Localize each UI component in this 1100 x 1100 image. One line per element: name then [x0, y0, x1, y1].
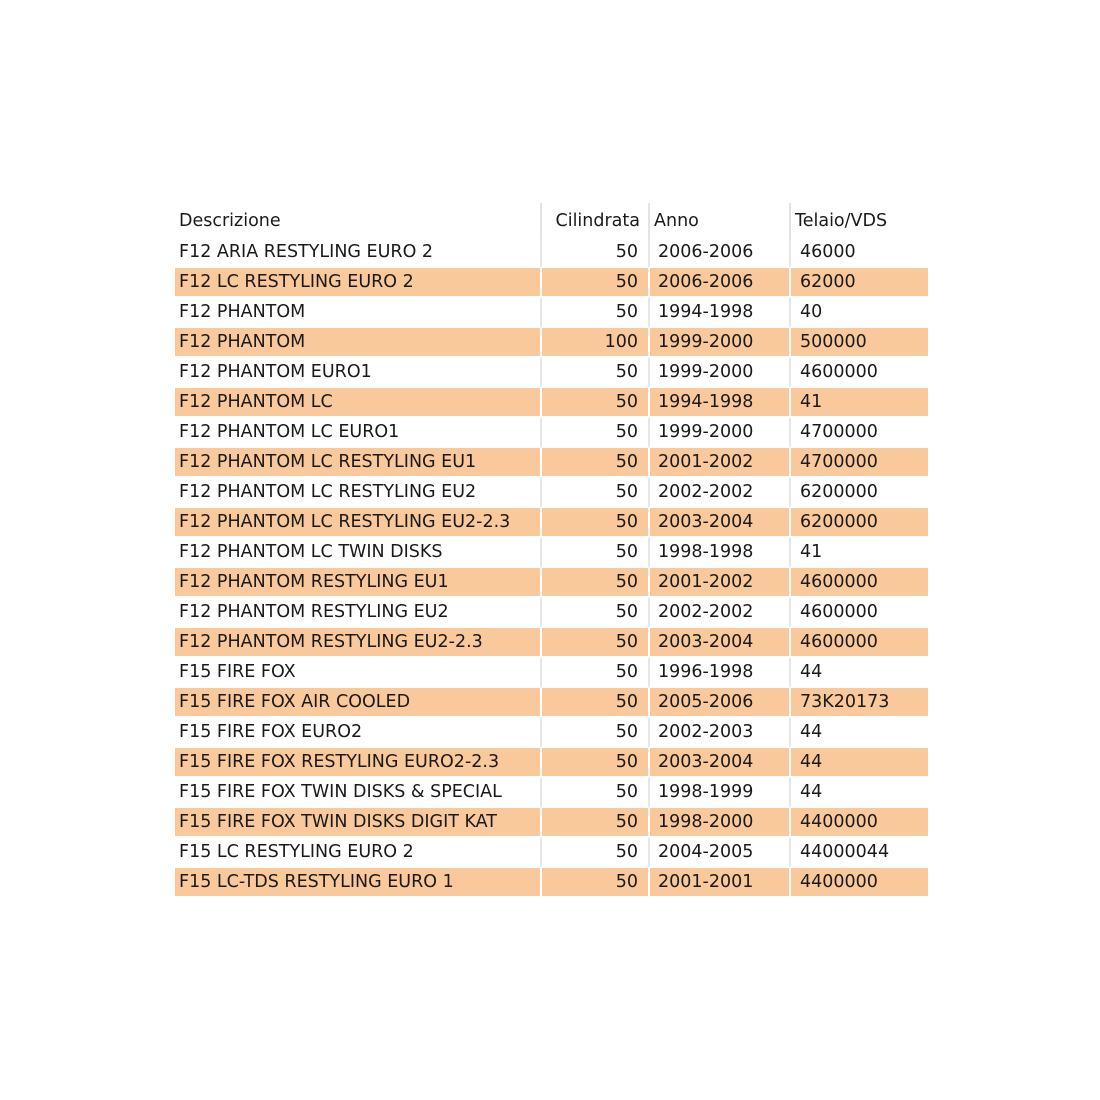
cell-telaio-vds: 4600000: [789, 358, 928, 388]
cell-telaio-vds: 44000044: [789, 838, 928, 868]
table-row: [175, 358, 928, 388]
table-row: [175, 508, 928, 538]
table-row: [175, 838, 928, 868]
cell-descrizione: F12 PHANTOM RESTYLING EU2: [175, 598, 540, 628]
cell-descrizione: F12 PHANTOM LC EURO1: [175, 418, 540, 448]
cell-telaio-vds: 4600000: [789, 628, 928, 658]
cell-telaio-vds: 4400000: [789, 868, 928, 898]
cell-cilindrata: 50: [540, 508, 648, 538]
cell-anno: 1994-1998: [648, 388, 789, 418]
cell-descrizione: F12 PHANTOM: [175, 328, 540, 358]
cell-cilindrata: 50: [540, 838, 648, 868]
cell-anno: 1994-1998: [648, 298, 789, 328]
cell-descrizione: F12 PHANTOM LC: [175, 388, 540, 418]
cell-anno: 1996-1998: [648, 658, 789, 688]
table-row: [175, 388, 928, 418]
cell-anno: 2001-2001: [648, 868, 789, 898]
table-row: [175, 568, 928, 598]
cell-anno: 1999-2000: [648, 418, 789, 448]
cell-telaio-vds: 41: [789, 538, 928, 568]
cell-anno: 2006-2006: [648, 238, 789, 268]
cell-descrizione: F12 PHANTOM LC RESTYLING EU1: [175, 448, 540, 478]
cell-cilindrata: 50: [540, 628, 648, 658]
cell-anno: 2003-2004: [648, 628, 789, 658]
cell-cilindrata: 50: [540, 658, 648, 688]
table-body: [175, 238, 928, 898]
cell-descrizione: F15 FIRE FOX TWIN DISKS & SPECIAL: [175, 778, 540, 808]
cell-telaio-vds: 4700000: [789, 448, 928, 478]
table-row: [175, 328, 928, 358]
table-row: [175, 238, 928, 268]
table-row: [175, 688, 928, 718]
table-row: [175, 718, 928, 748]
cell-telaio-vds: 4600000: [789, 598, 928, 628]
table-row: [175, 448, 928, 478]
cell-telaio-vds: 62000: [789, 268, 928, 298]
cell-cilindrata: 50: [540, 598, 648, 628]
cell-anno: 1998-2000: [648, 808, 789, 838]
models-table-container: [175, 203, 928, 898]
cell-cilindrata: 50: [540, 268, 648, 298]
table-row: [175, 478, 928, 508]
cell-anno: 2002-2002: [648, 478, 789, 508]
table-row: [175, 658, 928, 688]
header-anno: Anno: [648, 203, 789, 238]
cell-anno: 2001-2002: [648, 568, 789, 598]
cell-descrizione: F15 LC RESTYLING EURO 2: [175, 838, 540, 868]
table-row: [175, 748, 928, 778]
header-telaio-vds: Telaio/VDS: [789, 203, 928, 238]
cell-cilindrata: 50: [540, 568, 648, 598]
header-row: [175, 203, 928, 238]
cell-cilindrata: 50: [540, 688, 648, 718]
cell-descrizione: F12 PHANTOM LC RESTYLING EU2-2.3: [175, 508, 540, 538]
cell-telaio-vds: 40: [789, 298, 928, 328]
cell-telaio-vds: 4600000: [789, 568, 928, 598]
cell-telaio-vds: 6200000: [789, 478, 928, 508]
cell-anno: 2002-2003: [648, 718, 789, 748]
cell-descrizione: F15 FIRE FOX EURO2: [175, 718, 540, 748]
table-row: [175, 778, 928, 808]
cell-cilindrata: 50: [540, 478, 648, 508]
cell-telaio-vds: 4400000: [789, 808, 928, 838]
cell-descrizione: F15 FIRE FOX TWIN DISKS DIGIT KAT: [175, 808, 540, 838]
table-row: [175, 418, 928, 448]
cell-cilindrata: 50: [540, 538, 648, 568]
cell-descrizione: F15 FIRE FOX: [175, 658, 540, 688]
cell-anno: 1998-1998: [648, 538, 789, 568]
table-row: [175, 298, 928, 328]
cell-descrizione: F12 PHANTOM LC RESTYLING EU2: [175, 478, 540, 508]
table-row: [175, 628, 928, 658]
table-row: [175, 268, 928, 298]
models-table: [175, 203, 928, 898]
cell-telaio-vds: 46000: [789, 238, 928, 268]
cell-cilindrata: 50: [540, 238, 648, 268]
table-header: [175, 203, 928, 238]
cell-descrizione: F15 LC-TDS RESTYLING EURO 1: [175, 868, 540, 898]
cell-descrizione: F12 PHANTOM RESTYLING EU1: [175, 568, 540, 598]
cell-cilindrata: 50: [540, 808, 648, 838]
cell-descrizione: F12 ARIA RESTYLING EURO 2: [175, 238, 540, 268]
cell-descrizione: F15 FIRE FOX RESTYLING EURO2-2.3: [175, 748, 540, 778]
cell-telaio-vds: 4700000: [789, 418, 928, 448]
table-row: [175, 538, 928, 568]
cell-cilindrata: 50: [540, 718, 648, 748]
cell-anno: 1998-1999: [648, 778, 789, 808]
cell-anno: 2006-2006: [648, 268, 789, 298]
table-row: [175, 868, 928, 898]
header-cilindrata: Cilindrata: [540, 203, 648, 238]
cell-descrizione: F12 PHANTOM LC TWIN DISKS: [175, 538, 540, 568]
cell-cilindrata: 50: [540, 418, 648, 448]
cell-descrizione: F12 LC RESTYLING EURO 2: [175, 268, 540, 298]
cell-cilindrata: 50: [540, 748, 648, 778]
cell-telaio-vds: 44: [789, 658, 928, 688]
cell-descrizione: F12 PHANTOM: [175, 298, 540, 328]
cell-cilindrata: 50: [540, 358, 648, 388]
cell-anno: 2003-2004: [648, 508, 789, 538]
cell-cilindrata: 50: [540, 298, 648, 328]
header-descrizione: Descrizione: [179, 210, 281, 231]
cell-telaio-vds: 44: [789, 778, 928, 808]
cell-anno: 2005-2006: [648, 688, 789, 718]
cell-descrizione: F12 PHANTOM EURO1: [175, 358, 540, 388]
cell-telaio-vds: 41: [789, 388, 928, 418]
cell-telaio-vds: 44: [789, 748, 928, 778]
cell-cilindrata: 50: [540, 868, 648, 898]
cell-cilindrata: 100: [540, 328, 648, 358]
cell-cilindrata: 50: [540, 448, 648, 478]
cell-cilindrata: 50: [540, 388, 648, 418]
cell-descrizione: F12 PHANTOM RESTYLING EU2-2.3: [175, 628, 540, 658]
table-row: [175, 598, 928, 628]
cell-anno: 2003-2004: [648, 748, 789, 778]
cell-anno: 1999-2000: [648, 328, 789, 358]
table-row: [175, 808, 928, 838]
cell-cilindrata: 50: [540, 778, 648, 808]
cell-telaio-vds: 500000: [789, 328, 928, 358]
cell-telaio-vds: 44: [789, 718, 928, 748]
cell-descrizione: F15 FIRE FOX AIR COOLED: [175, 688, 540, 718]
cell-telaio-vds: 73K20173: [789, 688, 928, 718]
cell-telaio-vds: 6200000: [789, 508, 928, 538]
cell-anno: 2004-2005: [648, 838, 789, 868]
cell-anno: 2002-2002: [648, 598, 789, 628]
cell-anno: 1999-2000: [648, 358, 789, 388]
cell-anno: 2001-2002: [648, 448, 789, 478]
